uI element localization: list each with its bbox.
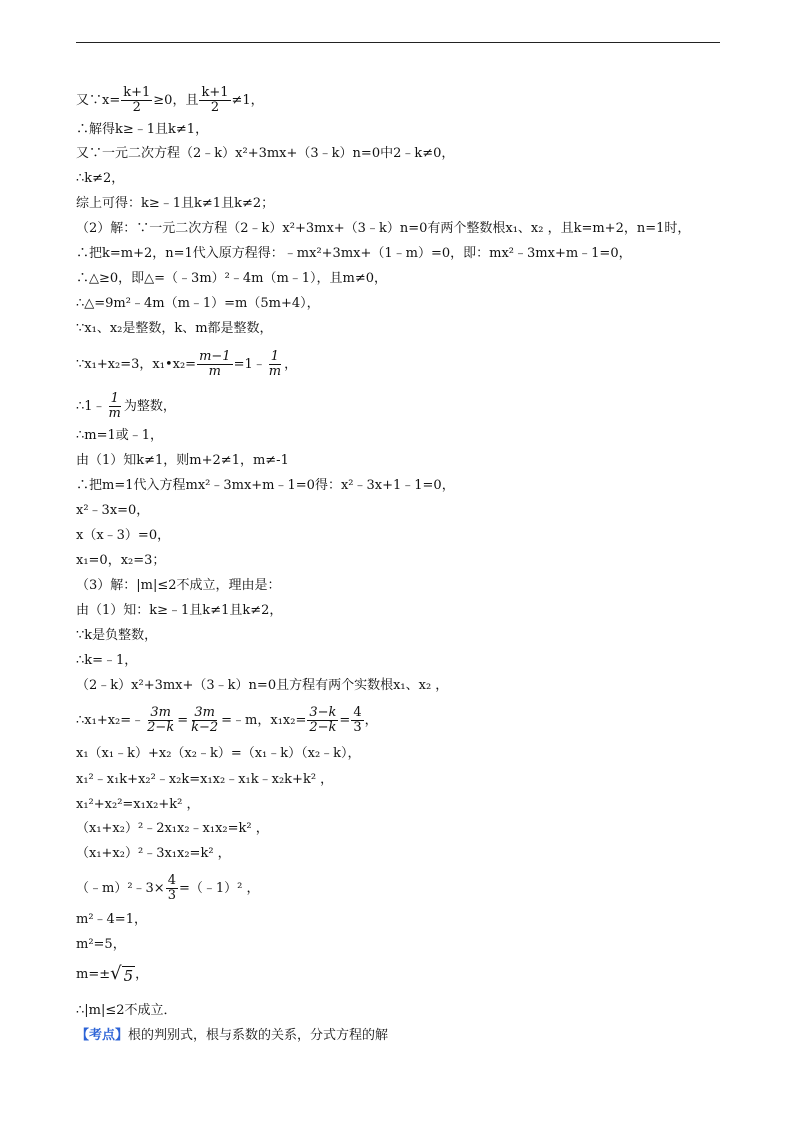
text: m=± [76,967,111,982]
text: = [339,713,351,728]
line-24 [76,706,378,735]
line-33 [76,964,148,985]
kaodian-text: 根的判别式，根与系数的关系，分式方程的解 [128,1028,389,1043]
fraction [351,706,363,735]
numerator: 4 [353,705,362,720]
fraction [189,706,220,735]
denominator: k−2 [191,720,219,735]
radicand: 5 [123,967,134,985]
text: = [177,713,189,728]
fraction [197,350,233,379]
line-26: x₁²﹣x₁k+x₂²﹣x₂k=x₁x₂﹣x₁k﹣x₂k+k² ， [76,772,334,787]
numerator: m−1 [199,349,231,364]
line-7: ∴把k=m+2，n=1代入原方程得：﹣mx²+3mx+（1﹣m）=0，即：mx²﹣3mx+m﹣1=0， [76,246,632,261]
text: ∵x₁+x₂=3，x₁•x₂= [76,357,197,372]
line-25: x₁（x₁﹣k）+x₂（x₂﹣k）=（x₁﹣k）（x₂﹣k）， [76,746,361,761]
text: ∴1﹣ [76,399,106,414]
line-20: 由（1）知：k≥﹣1且k≠1且k≠2， [76,603,283,618]
kaodian-tag: 【考点】 [76,1028,129,1043]
numerator: 3m [194,705,215,720]
text: 又∵x= [76,93,121,108]
numerator: 3m [150,705,171,720]
denominator: m [208,364,221,379]
line-16: x²﹣3x=0， [76,503,150,518]
text: 为整数， [123,399,176,414]
line-3: 又∵一元二次方程（2﹣k）x²+3mx+（3﹣k）n=0中2﹣k≠0， [76,146,455,161]
denominator: m [268,364,282,379]
square-root [110,964,135,985]
line-12 [76,392,176,421]
line-15: ∴把m=1代入方程mx²﹣3mx+m﹣1=0得：x²﹣3x+1﹣1=0， [76,478,455,493]
line-27: x₁²+x₂²=x₁x₂+k² ， [76,797,200,812]
fraction [121,86,152,115]
numerator: 1 [110,391,119,406]
text: =1﹣ [233,357,266,372]
denominator: 2 [132,100,141,115]
line-23: （2﹣k）x²+3mx+（3﹣k）n=0且方程有两个实数根x₁、x₂ ， [76,678,449,693]
line-28: （x₁+x₂）²﹣2x₁x₂﹣x₁x₂=k² ， [76,821,269,836]
text: ∴x₁+x₂=﹣ [76,713,145,728]
denominator: 2−k [309,720,337,735]
line-13: ∴m=1或﹣1， [76,428,164,443]
fraction [199,86,230,115]
text: ， [284,357,298,372]
line-14: 由（1）知k≠1，则m+2≠1，m≠-1 [76,453,289,468]
line-1 [76,86,264,115]
line-10: ∵x₁、x₂是整数，k、m都是整数， [76,321,273,336]
text: =﹣m，x₁x₂= [221,713,307,728]
line-18: x₁=0，x₂=3； [76,553,166,568]
radical-sign: √ [110,963,122,984]
fraction [307,706,338,735]
text: ≥0，且 [153,93,199,108]
line-21: ∵k是负整数， [76,628,158,643]
denominator: 2−k [147,720,175,735]
kaodian-line [76,1028,388,1044]
line-2: ∴解得k≥﹣1且k≠1， [76,122,209,137]
fraction [107,392,123,421]
line-30 [76,874,260,903]
fraction [145,706,176,735]
text: =（﹣1）² ， [178,881,260,896]
numerator: 3−k [309,705,337,720]
line-29: （x₁+x₂）²﹣3x₁x₂=k² ， [76,846,231,861]
line-31: m²﹣4=1， [76,912,147,927]
line-4: ∴k≠2， [76,171,125,186]
denominator: 2 [210,100,220,115]
line-32: m²=5， [76,937,126,952]
fraction [267,350,283,379]
line-9: ∴△=9m²﹣4m（m﹣1）=m（5m+4）， [76,296,320,311]
numerator: k+1 [201,85,229,100]
denominator: 3 [167,888,176,903]
denominator: 3 [353,720,362,735]
line-19: （3）解：|m|≤2不成立，理由是： [76,578,281,593]
line-34: ∴|m|≤2不成立． [76,1003,177,1018]
line-5: 综上可得：k≥﹣1且k≠1且k≠2； [76,196,275,211]
line-11 [76,350,297,379]
line-22: ∴k=﹣1， [76,653,138,668]
denominator: m [108,406,121,421]
line-8: ∴△≥0，即△=（﹣3m）²﹣4m（m﹣1），且m≠0， [76,271,388,286]
numerator: 4 [167,873,176,888]
text: ， [364,713,378,728]
numerator: k+1 [123,85,151,100]
text: ， [135,967,149,982]
text: ≠1， [231,93,264,108]
line-6: （2）解：∵一元二次方程（2﹣k）x²+3mx+（3﹣k）n=0有两个整数根x₁、x₂ ，且k=m+2，n=1时， [76,221,691,236]
header-rule [76,42,720,43]
fraction [166,874,178,903]
numerator: 1 [270,349,280,364]
text: （﹣m）²﹣3× [76,881,165,896]
line-17: x（x﹣3）=0， [76,528,171,543]
